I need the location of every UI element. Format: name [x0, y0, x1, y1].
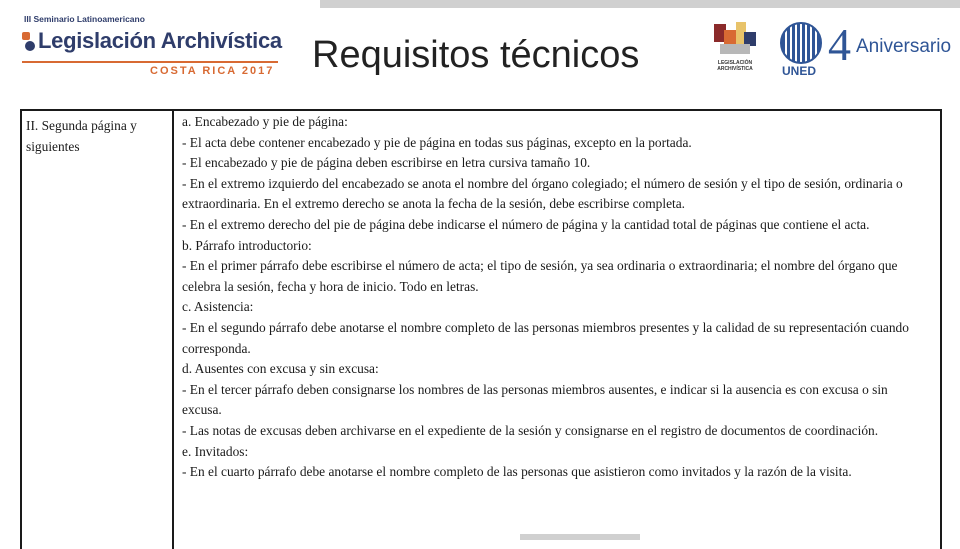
anniversary-text: Aniversario: [856, 36, 952, 57]
legislacion-archivistica-logo: [710, 22, 760, 80]
requirement-item: - En el segundo párrafo debe anotarse el nombre completo de las personas miembros presentes y la calidad de su representación cuando corresponda.: [182, 319, 909, 356]
requirement-item: - En el extremo derecho del pie de página debe indicarse el número de página y la cantidad total de páginas que contiene el acta.: [182, 216, 870, 232]
bottom-decorative-bar: [520, 534, 640, 540]
uned-text: UNED: [782, 64, 817, 78]
seminar-location-text: COSTA RICA 2017: [150, 65, 275, 77]
seminar-edition-text: III Seminario Latinoamericano: [24, 14, 145, 24]
seminar-title-text: Legislación Archivística: [38, 28, 282, 53]
seminar-divider: [22, 61, 278, 63]
section-label-cell: II. Segunda página y siguientes: [22, 111, 174, 549]
requirement-item: - Las notas de excusas deben archivarse en el expediente de la sesión y consignarse en el registro de documentos de coordinación.: [182, 422, 879, 438]
heading-encabezado: a. Encabezado y pie de página:: [182, 114, 348, 129]
heading-invitados: e. Invitados:: [182, 443, 249, 459]
heading-ausentes: d. Ausentes con excusa y sin excusa:: [182, 361, 379, 377]
seminar-logo: [22, 14, 282, 84]
uned-globe-icon: [780, 22, 822, 64]
logo-caption: LEGISLACIÓN ARCHIVÍSTICA: [717, 60, 753, 72]
requirement-item: - El acta debe contener encabezado y pie de página en todas sus páginas, excepto en la portada.: [182, 134, 692, 150]
requirements-content-cell: [174, 111, 940, 549]
slide-title: Requisitos técnicos: [312, 34, 640, 76]
requirement-item: - En el primer párrafo debe escribirse el número de acta; el tipo de sesión, ya sea ordinaria o extraordinaria; el nombre del órgano que celebra la sesión, fecha y hora de inicio. Todo en letras.: [182, 258, 898, 294]
requirements-table: [20, 109, 942, 549]
requirement-item: - El encabezado y pie de página deben escribirse en letra cursiva tamaño 10.: [182, 155, 591, 171]
top-decorative-bar: [320, 0, 960, 8]
heading-parrafo-introductorio: b. Párrafo introductorio:: [182, 237, 312, 253]
requirement-item: - En el tercer párrafo deben consignarse los nombres de las personas miembros ausentes, e indicar si la ausencia es con excusa o sin excusa.: [182, 381, 888, 418]
heading-asistencia: c. Asistencia:: [182, 299, 254, 315]
seminar-mark-icon: [22, 32, 36, 54]
anniversary-number: 4: [828, 19, 851, 70]
uned-anniversary-logo: [780, 19, 952, 80]
requirement-item: - En el extremo izquierdo del encabezado se anota el nombre del órgano colegiado; el número de sesión y el tipo de sesión, ordinaria o extraordinaria. En el extremo derecho se anota la fecha de la sesión, debe escribirse completa.: [182, 175, 903, 212]
requirement-item: - En el cuarto párrafo debe anotarse el nombre completo de las personas que asistieron como invitados y la razón de la visita.: [182, 464, 852, 480]
